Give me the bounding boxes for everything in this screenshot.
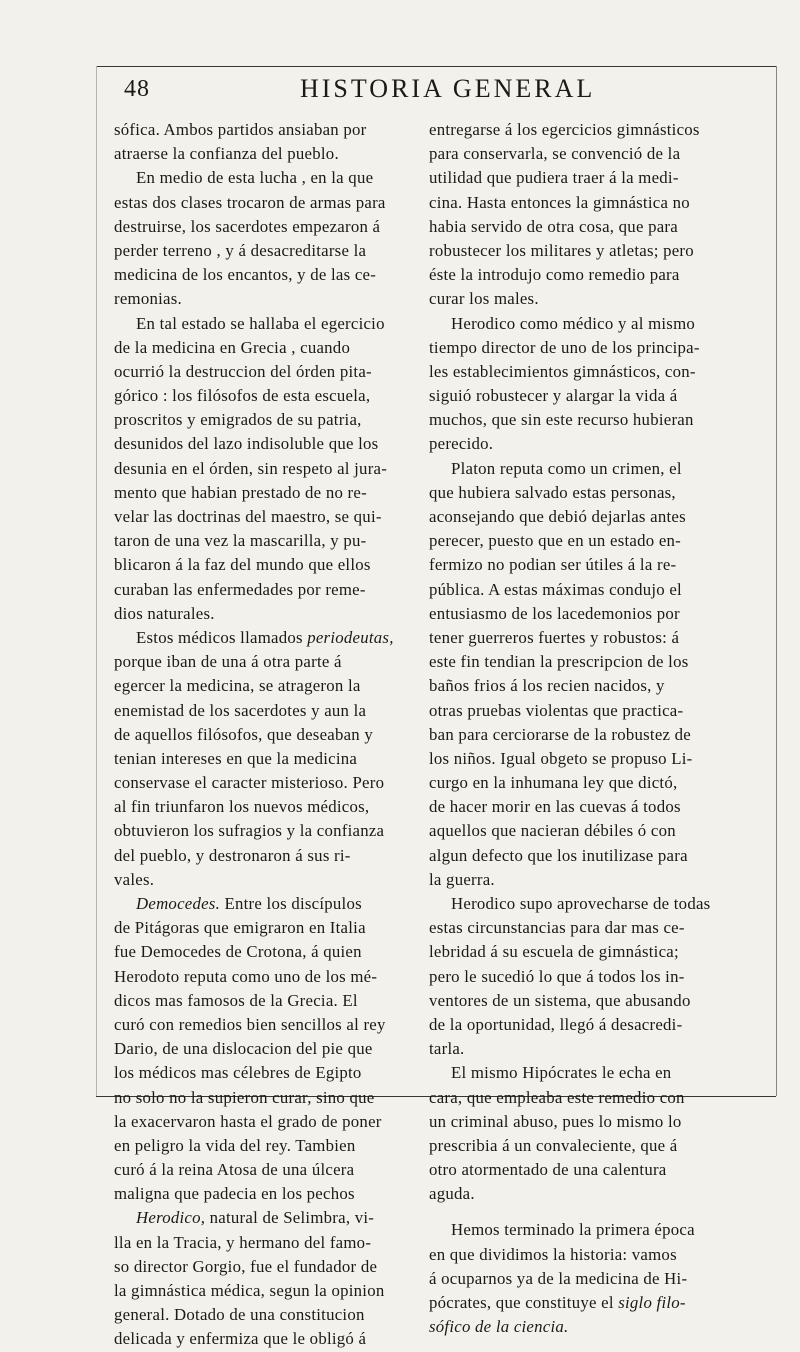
text-line: robustecer los militares y atletas; pero bbox=[429, 240, 694, 260]
text-line: á ocuparnos ya de la medicina de Hi- bbox=[429, 1268, 688, 1288]
text-line: curaban las enfermedades por reme- bbox=[114, 579, 366, 599]
text-line: egercer la medicina, se atrageron la bbox=[114, 676, 361, 696]
text-line: curgo en la inhumana ley que dictó, bbox=[429, 773, 678, 793]
text-line: que hubiera salvado estas personas, bbox=[429, 482, 676, 502]
text-line: desunia en el órden, sin respeto al jura- bbox=[114, 458, 388, 478]
text-line: Herodoto reputa como uno de los mé- bbox=[114, 966, 378, 986]
text-line: la guerra. bbox=[429, 869, 495, 889]
text-line: aquellos que nacieran débiles ó con bbox=[429, 821, 676, 841]
text-line: ban para cerciorarse de la robustez de bbox=[429, 724, 692, 744]
paragraph-gap bbox=[429, 1206, 743, 1218]
text-line: delicada y enfermiza que le obligó á bbox=[114, 1329, 367, 1349]
text-line: proscritos y emigrados de su patria, bbox=[114, 410, 362, 430]
left-frame-line bbox=[96, 66, 97, 1096]
text-line: baños frios á los recien nacidos, y bbox=[429, 676, 665, 696]
text-line: del pueblo, y destronaron á sus ri- bbox=[114, 845, 351, 865]
text-line: tarla. bbox=[429, 1039, 465, 1059]
text-line: enemistad de los sacerdotes y aun la bbox=[114, 700, 367, 720]
text-line: tener guerreros fuertes y robustos: á bbox=[429, 627, 680, 647]
text-line: éste la introdujo como remedio para bbox=[429, 265, 680, 285]
text-line: conservase el caracter misterioso. Pero bbox=[114, 773, 385, 793]
text-line: utilidad que pudiera traer á la medi- bbox=[429, 168, 679, 188]
text-line: siguió robustecer y alargar la vida á bbox=[429, 386, 678, 406]
paragraph-start-line bbox=[114, 1206, 406, 1230]
text-line: velar las doctrinas del maestro, se qui- bbox=[114, 507, 382, 526]
text-line: remonias. bbox=[114, 289, 182, 309]
text-line: mento que habian prestado de no re- bbox=[114, 482, 367, 502]
text-line: no solo no la supieron curar, sino que bbox=[114, 1087, 375, 1107]
text-line: un criminal abuso, pues lo mismo lo bbox=[429, 1111, 682, 1131]
text-line: pero le sucedió lo que á todos los in- bbox=[429, 966, 685, 986]
right-frame-line bbox=[776, 66, 777, 1096]
text-line: obtuvieron los sufragios y la confianza bbox=[114, 821, 385, 841]
text-line: al fin triunfaron los nuevos médicos, bbox=[114, 797, 370, 817]
running-head: HISTORIA GENERAL bbox=[300, 74, 596, 103]
text-line: destruirse, los sacerdotes empezaron á bbox=[114, 216, 381, 236]
text-line: en que dividimos la historia: vamos bbox=[429, 1244, 677, 1264]
text-line: aguda. bbox=[429, 1184, 475, 1204]
text-line: la gimnástica médica, segun la opinion bbox=[114, 1281, 385, 1300]
text-run: Estos médicos llamados bbox=[136, 627, 303, 647]
text-line: blicaron á la faz del mundo que ellos bbox=[114, 555, 371, 575]
text-line: dicos mas famosos de la Grecia. El bbox=[114, 990, 358, 1010]
text-run: natural de Selimbra, vi- bbox=[209, 1208, 375, 1228]
text-line: sófica. Ambos partidos ansiaban por bbox=[114, 120, 367, 139]
text-line: vales. bbox=[114, 869, 155, 889]
paragraph-start-line: El mismo Hipócrates le echa en bbox=[451, 1063, 672, 1083]
text-line: de la medicina en Grecia , cuando bbox=[114, 337, 351, 357]
text-line: atraerse la confianza del pueblo. bbox=[114, 144, 339, 164]
italic-phrase-continuation: sófico de la ciencia. bbox=[429, 1317, 569, 1337]
text-run: pócrates, que constituye el bbox=[429, 1293, 614, 1312]
text-line: tiempo director de uno de los principa- bbox=[429, 337, 700, 357]
text-line: fue Democedes de Crotona, á quien bbox=[114, 942, 362, 962]
text-line: les establecimientos gimnásticos, con- bbox=[429, 361, 696, 381]
text-line: general. Dotado de una constitucion bbox=[114, 1305, 365, 1325]
text-line: de hacer morir en las cuevas á todos bbox=[429, 797, 681, 817]
text-line: curó á la reina Atosa de una úlcera bbox=[114, 1160, 355, 1180]
text-line: perecido. bbox=[429, 434, 494, 454]
text-line: en peligro la vida del rey. Tambien bbox=[114, 1135, 356, 1155]
text-line: curó con remedios bien sencillos al rey bbox=[114, 1014, 386, 1034]
text-line: de Pitágoras que emigraron en Italia bbox=[114, 918, 366, 938]
right-text-column bbox=[429, 118, 743, 1337]
text-line: taron de una vez la mascarilla, y pu- bbox=[114, 531, 367, 551]
italic-phrase-siglo-filosofico: siglo filo- bbox=[618, 1293, 686, 1312]
italic-name-herodico: Herodico, bbox=[136, 1208, 206, 1228]
text-line: porque iban de una á otra parte á bbox=[114, 652, 342, 672]
text-line: aconsejando que debió dejarlas antes bbox=[429, 507, 686, 526]
text-line: medicina de los encantos, y de las ce- bbox=[114, 265, 377, 285]
text-line: lebridad á su escuela de gimnástica; bbox=[429, 942, 679, 962]
text-line: algun defecto que los inutilizase para bbox=[429, 845, 688, 865]
text-line: Dario, de una dislocacion del pie que bbox=[114, 1039, 373, 1059]
paragraph-start-line: Platon reputa como un crimen, el bbox=[451, 458, 682, 478]
paragraph-start-line bbox=[114, 626, 406, 650]
text-line bbox=[429, 1291, 743, 1315]
paragraph-start-line: En medio de esta lucha , en la que bbox=[136, 168, 374, 188]
text-line: estas dos clases trocaron de armas para bbox=[114, 192, 386, 212]
text-line: maligna que padecia en los pechos bbox=[114, 1184, 355, 1204]
text-line: perecer, puesto que en un estado en- bbox=[429, 531, 682, 551]
text-line bbox=[429, 1315, 743, 1339]
text-line: de aquellos filósofos, que deseaban y bbox=[114, 724, 374, 744]
paragraph-start-line: Herodico como médico y al mismo bbox=[451, 313, 696, 333]
text-line: para conservarla, se convenció de la bbox=[429, 144, 681, 164]
text-line: estas circunstancias para dar mas ce- bbox=[429, 918, 685, 938]
text-line: górico : los filósofos de esta escuela, bbox=[114, 386, 371, 406]
text-line: ocurrió la destruccion del órden pita- bbox=[114, 361, 372, 381]
text-line: cara, que empleaba este remedio con bbox=[429, 1087, 685, 1107]
text-line: la exacervaron hasta el grado de poner bbox=[114, 1111, 382, 1131]
top-rule bbox=[96, 66, 776, 67]
text-line: los médicos mas célebres de Egipto bbox=[114, 1063, 362, 1083]
italic-name-democedes: Democedes. bbox=[136, 894, 221, 913]
paragraph-start-line: Hemos terminado la primera época bbox=[451, 1220, 695, 1240]
text-line: otro atormentado de una calentura bbox=[429, 1160, 667, 1180]
text-line: entusiasmo de los lacedemonios por bbox=[429, 603, 680, 623]
text-line: fermizo no podian ser útiles á la re- bbox=[429, 555, 677, 575]
text-line: desunidos del lazo indisoluble que los bbox=[114, 434, 379, 454]
text-line: perder terreno , y á desacreditarse la bbox=[114, 240, 367, 260]
paragraph-start-line bbox=[114, 892, 406, 916]
italic-term-periodeutas: periodeutas, bbox=[307, 627, 394, 647]
text-line: de la oportunidad, llegó á desacredi- bbox=[429, 1014, 683, 1034]
text-line: cina. Hasta entonces la gimnástica no bbox=[429, 192, 690, 212]
text-line: habia servido de otra cosa, que para bbox=[429, 216, 678, 236]
text-line: lla en la Tracia, y hermano del famo- bbox=[114, 1232, 372, 1252]
text-line: ventores de un sistema, que abusando bbox=[429, 990, 691, 1010]
text-run: Entre los discípulos bbox=[224, 894, 362, 913]
text-line: otras pruebas violentas que practica- bbox=[429, 700, 684, 720]
text-line: prescribia á un convaleciente, que á bbox=[429, 1135, 678, 1155]
left-text-column bbox=[114, 118, 406, 1349]
page-number: 48 bbox=[124, 76, 150, 102]
text-line: so director Gorgio, fue el fundador de bbox=[114, 1256, 378, 1276]
text-line: pública. A estas máximas condujo el bbox=[429, 579, 682, 599]
text-line: curar los males. bbox=[429, 289, 539, 309]
text-line: los niños. Igual obgeto se propuso Li- bbox=[429, 748, 693, 768]
text-line: entregarse á los egercicios gimnásticos bbox=[429, 120, 700, 139]
text-line: este fin tendian la prescripcion de los bbox=[429, 652, 689, 672]
text-line: muchos, que sin este recurso hubieran bbox=[429, 410, 694, 430]
text-line: dios naturales. bbox=[114, 603, 215, 623]
paragraph-start-line: Herodico supo aprovecharse de todas bbox=[451, 894, 711, 913]
text-line: tenian intereses en que la medicina bbox=[114, 748, 358, 768]
paragraph-start-line: En tal estado se hallaba el egercicio bbox=[136, 313, 385, 333]
